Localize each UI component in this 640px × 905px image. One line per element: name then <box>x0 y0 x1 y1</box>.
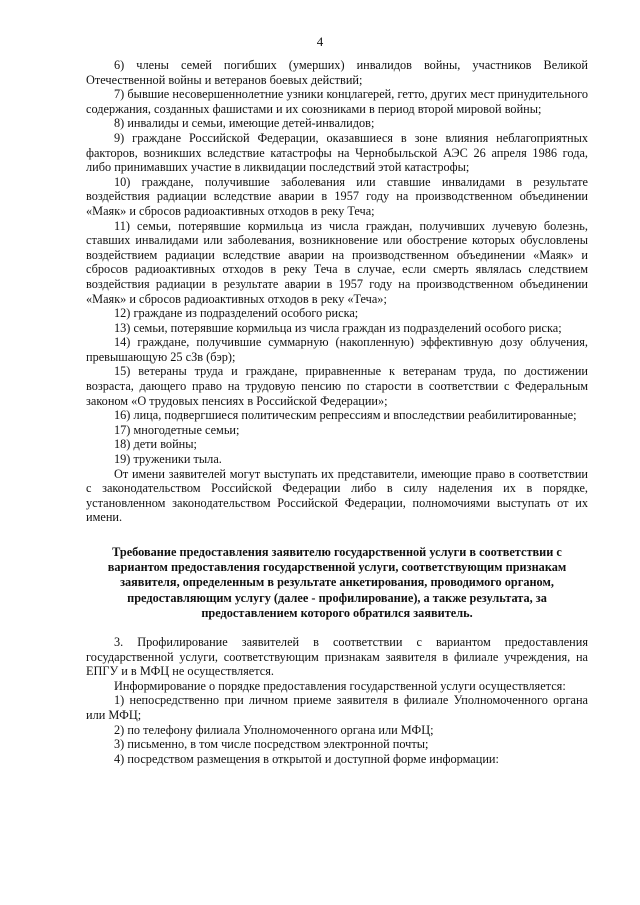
section-paragraph: 3) письменно, в том числе посредством электронной почты; <box>114 737 429 752</box>
list-item: 17) многодетные семьи; <box>114 422 240 437</box>
list-item: 10) граждане, получившие заболевания или ставшие инвалидами в результате воздействия радиации вследствие аварии в 1957 году на производственном объединении «Маяк» и сбросов радиоактивных отходов в реку Теча; <box>86 174 588 218</box>
section-paragraph: 1) непосредственно при личном приеме заявителя в филиале Уполномоченного органа или МФЦ; <box>86 693 588 722</box>
list-item: 13) семьи, потерявшие кормильца из числа граждан из подразделений особого риска; <box>114 320 562 335</box>
section-paragraph: 2) по телефону филиала Уполномоченного органа или МФЦ; <box>114 722 434 737</box>
list-item: 15) ветераны труда и граждане, приравненные к ветеранам труда, по достижении возраста, дающего право на трудовую пенсию по старости в соответствии с Федеральным законом «О трудовых пенсиях в Российской Федерации»; <box>86 364 588 408</box>
document-body <box>86 58 588 766</box>
section-paragraph: Информирование о порядке предоставления государственной услуги осуществляется: <box>114 678 566 693</box>
list-item: 18) дети войны; <box>114 437 197 452</box>
section-paragraph: 3. Профилирование заявителей в соответствии с вариантом предоставления государственной услуги, соответствующим признакам заявителя в филиале учреждения, на ЕПГУ и в МФЦ не осуществляется. <box>86 635 588 679</box>
section-heading: Требование предоставления заявителю государственной услуги в соответствии с вариантом предоставления государственной услуги, соответствующим признакам заявителя, определенным в результате анкетирования, проводимого органом, предоставляющим услугу (далее - профилирование), а также результата, за предоставлением которого обратился заявитель. <box>107 545 567 620</box>
list-item: 6) члены семей погибших (умерших) инвалидов войны, участников Великой Отечественной войны и ветеранов боевых действий; <box>86 58 588 87</box>
list-item: 12) граждане из подразделений особого риска; <box>114 306 359 321</box>
list-item: 8) инвалиды и семьи, имеющие детей-инвалидов; <box>114 116 375 131</box>
list-item: 16) лица, подвергшиеся политическим репрессиям и впоследствии реабилитированные; <box>114 408 577 423</box>
list-item: 14) граждане, получившие суммарную (накопленную) эффективную дозу облучения, превышающую 25 сЗв (бэр); <box>86 335 588 364</box>
section-paragraph: 4) посредством размещения в открытой и доступной форме информации: <box>114 751 499 766</box>
list-item: 9) граждане Российской Федерации, оказавшиеся в зоне влияния неблагоприятных факторов, возникших вследствие катастрофы на Чернобыльской АЭС 26 апреля 1986 года, либо принимавших участие в ликвидации последствий этой катастрофы; <box>86 130 588 175</box>
section-body <box>86 635 588 766</box>
representatives-paragraph: От имени заявителей могут выступать их представители, имеющие право в соответствии с законодательством Российской Федерации либо в силу наделения их в порядке, установленном законодательством Российской Федерации, полномочиями выступать от их имени. <box>86 466 588 525</box>
applicant-list <box>86 58 588 467</box>
list-item: 19) труженики тыла. <box>114 452 222 467</box>
page-number: 4 <box>316 34 324 49</box>
list-item: 7) бывшие несовершеннолетние узники концлагерей, гетто, других мест принудительного содержания, созданных фашистами и их союзниками в период второй мировой войны; <box>86 87 588 116</box>
list-item: 11) семьи, потерявшие кормильца из числа граждан, получивших лучевую болезнь, ставших инвалидами или заболевания, возникновение или обострение которых обусловлены воздействием радиации вследствие аварии на производственном объединении «Маяк» и сбросов радиоактивных отходов в реку Теча в случае, если смерть являлась следствием воздействия радиации в результате аварии в 1957 году на производственном объединении «Маяк» и сбросов радиоактивных отходов в реку «Теча»; <box>86 218 588 306</box>
